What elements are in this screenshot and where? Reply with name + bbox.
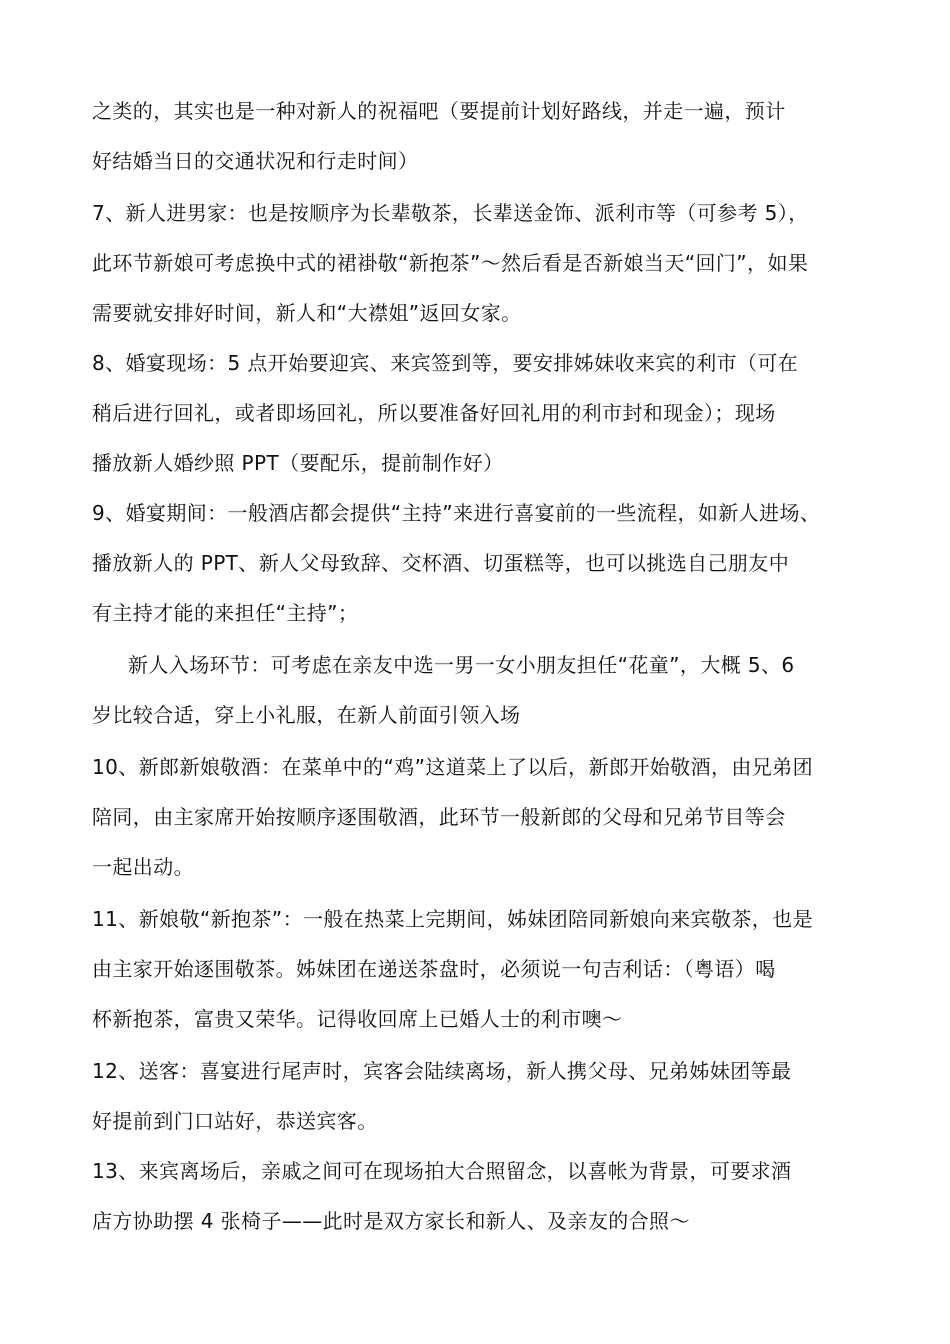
text-line: 杯新抱茶，富贵又荣华。记得收回席上已婚人士的利市噢～ bbox=[92, 1007, 623, 1031]
text-line: 店方协助摆 4 张椅子——此时是双方家长和新人、及亲友的合照～ bbox=[92, 1209, 690, 1233]
text-line: 需要就安排好时间，新人和“大襟姐”返回女家。 bbox=[92, 301, 522, 325]
text-line: 12、送客：喜宴进行尾声时，宾客会陆续离场，新人携父母、兄弟姊妹团等最 bbox=[92, 1059, 792, 1083]
text-line: 此环节新娘可考虑换中式的裙褂敬“新抱茶”～然后看是否新娘当天“回门”，如果 bbox=[92, 251, 809, 275]
text-line: 9、婚宴期间：一般酒店都会提供“主持”来进行喜宴前的一些流程，如新人进场、 bbox=[92, 501, 821, 525]
text-line: 新人入场环节：可考虑在亲友中选一男一女小朋友担任“花童”，大概 5、6 bbox=[128, 653, 795, 677]
text-line: 11、新娘敬“新抱茶”：一般在热菜上完期间，姊妹团陪同新娘向来宾敬茶，也是 bbox=[92, 907, 813, 931]
text-line: 岁比较合适，穿上小礼服，在新人前面引领入场 bbox=[92, 703, 521, 727]
text-line: 8、婚宴现场：5 点开始要迎宾、来宾签到等，要安排姊妹收来宾的利市（可在 bbox=[92, 351, 799, 375]
text-line: 有主持才能的来担任“主持”； bbox=[92, 601, 359, 625]
text-line: 播放新人婚纱照 PPT（要配乐，提前制作好） bbox=[92, 451, 504, 475]
text-line: 10、新郎新娘敬酒：在菜单中的“鸡”这道菜上了以后，新郎开始敬酒，由兄弟团 bbox=[92, 755, 813, 779]
text-line: 好提前到门口站好，恭送宾客。 bbox=[92, 1109, 378, 1133]
text-line: 一起出动。 bbox=[92, 855, 194, 879]
text-line: 由主家开始逐围敬茶。姊妹团在递送茶盘时，必须说一句吉利话：（粤语）喝 bbox=[92, 957, 776, 981]
text-line: 好结婚当日的交通状况和行走时间） bbox=[92, 149, 419, 173]
text-line: 播放新人的 PPT、新人父母致辞、交杯酒、切蛋糕等，也可以挑选自己朋友中 bbox=[92, 551, 790, 575]
text-line: 陪同，由主家席开始按顺序逐围敬酒，此环节一般新郎的父母和兄弟节目等会 bbox=[92, 805, 786, 829]
text-line: 13、来宾离场后，亲戚之间可在现场拍大合照留念，以喜帐为背景，可要求酒 bbox=[92, 1159, 792, 1183]
text-line: 之类的，其实也是一种对新人的祝福吧（要提前计划好路线，并走一遍，预计 bbox=[92, 99, 786, 123]
text-line: 7、新人进男家：也是按顺序为长辈敬茶，长辈送金饰、派利市等（可参考 5）， bbox=[92, 201, 809, 225]
text-line: 稍后进行回礼，或者即场回礼，所以要准备好回礼用的利市封和现金）；现场 bbox=[92, 401, 776, 425]
